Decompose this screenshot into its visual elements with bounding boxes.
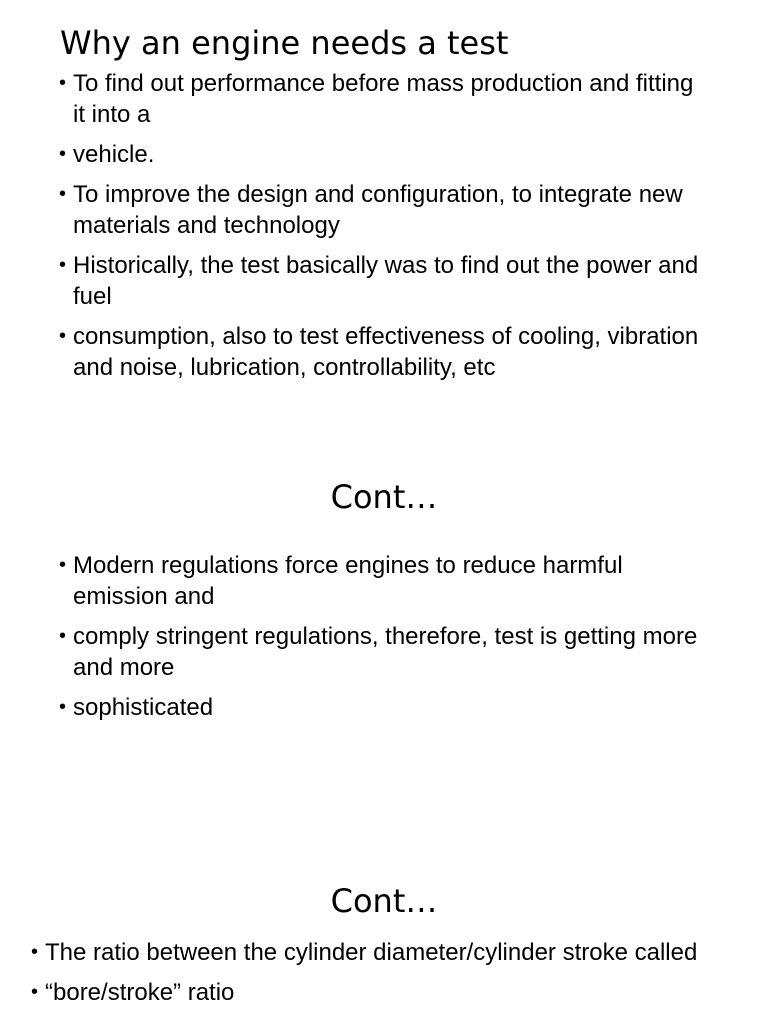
- bullet-icon: •: [31, 941, 39, 963]
- slide-title: Cont…: [330, 478, 438, 516]
- list-item: [59, 250, 709, 312]
- bullet-text: “bore/stroke” ratio: [45, 979, 235, 1006]
- bullet-text: To improve the design and configuration, to integrate new materials and technology: [73, 181, 683, 239]
- bullet-icon: •: [59, 696, 67, 718]
- slide-3: [0, 862, 768, 1024]
- bullet-list: [59, 68, 709, 392]
- list-item: [59, 68, 709, 130]
- list-item: [59, 321, 709, 383]
- bullet-icon: •: [59, 625, 67, 647]
- list-item: [59, 179, 709, 241]
- bullet-text: vehicle.: [73, 141, 155, 168]
- bullet-icon: •: [31, 981, 39, 1003]
- bullet-icon: •: [59, 72, 67, 94]
- slide-2: [0, 460, 768, 760]
- bullet-text: To find out performance before mass production and fitting it into a: [73, 70, 694, 128]
- bullet-text: The ratio between the cylinder diameter/cylinder stroke called: [45, 939, 698, 966]
- bullet-icon: •: [59, 554, 67, 576]
- bullet-text: consumption, also to test effectiveness of cooling, vibration and noise, lubrication, controllability, etc: [73, 323, 699, 381]
- list-item: [59, 139, 709, 170]
- bullet-text: Historically, the test basically was to find out the power and fuel: [73, 252, 699, 310]
- slide-1: [0, 0, 768, 420]
- bullet-text: sophisticated: [73, 694, 214, 721]
- bullet-text: comply stringent regulations, therefore, test is getting more and more: [73, 623, 698, 681]
- bullet-icon: •: [59, 143, 67, 165]
- bullet-list: [31, 937, 711, 1017]
- list-item: [59, 692, 709, 723]
- bullet-text: Modern regulations force engines to reduce harmful emission and: [73, 552, 623, 610]
- bullet-icon: •: [59, 183, 67, 205]
- list-item: [31, 977, 711, 1008]
- list-item: [59, 621, 709, 683]
- bullet-list: [59, 550, 709, 732]
- slide-title: Why an engine needs a test: [60, 24, 509, 62]
- list-item: [31, 937, 711, 968]
- list-item: [59, 550, 709, 612]
- slide-title: Cont…: [330, 882, 438, 920]
- bullet-icon: •: [59, 325, 67, 347]
- bullet-icon: •: [59, 254, 67, 276]
